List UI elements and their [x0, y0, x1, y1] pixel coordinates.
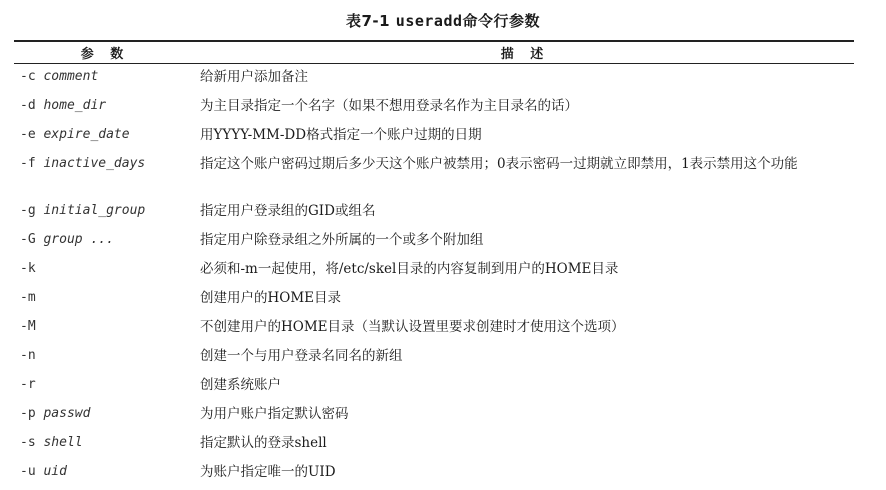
description-cell: 指定用户登录组的GID或组名 [200, 203, 376, 219]
option-argument: shell [43, 435, 83, 450]
header-description: 描 述 [196, 41, 854, 64]
table-row [14, 430, 854, 459]
caption-suffix: 命令行参数 [462, 12, 541, 30]
option-flag: -G [20, 232, 44, 247]
table-row [14, 343, 854, 372]
option-cell [14, 227, 196, 256]
option-argument: inactive_days [43, 156, 146, 171]
description-cell: 不创建用户的HOME目录（当默认设置里要求创建时才使用这个选项） [200, 319, 625, 335]
option-cell [14, 401, 196, 430]
option-flag: -s [20, 435, 44, 450]
description-cell: 为用户账户指定默认密码 [200, 406, 349, 422]
option-cell [14, 151, 196, 198]
option-argument: uid [43, 464, 67, 479]
description-cell: 为主目录指定一个名字（如果不想用登录名作为主目录名的话） [200, 98, 578, 114]
description-cell: 指定默认的登录shell [200, 435, 327, 451]
table-caption [0, 10, 886, 31]
option-cell [14, 285, 196, 314]
table-row [14, 122, 854, 151]
description-cell: 必须和-m一起使用，将/etc/skel目录的内容复制到用户的HOME目录 [200, 261, 619, 277]
table-row [14, 459, 854, 486]
option-argument: expire_date [43, 127, 130, 142]
option-argument: home_dir [43, 98, 107, 113]
option-flag: -r [20, 377, 36, 392]
option-argument: initial_group [43, 203, 146, 218]
option-argument: group ... [43, 232, 114, 247]
header-parameter: 参 数 [14, 41, 196, 64]
table-row [14, 372, 854, 401]
option-cell [14, 372, 196, 401]
option-flag: -k [20, 261, 36, 276]
description-cell: 创建用户的HOME目录 [200, 290, 342, 306]
description-cell: 指定这个账户密码过期后多少天这个账户被禁用；0表示密码一过期就立即禁用，1表示禁用这个功能 [200, 156, 798, 172]
table-row [14, 285, 854, 314]
option-flag: -p [20, 406, 44, 421]
option-cell [14, 314, 196, 343]
option-cell [14, 256, 196, 285]
option-flag: -M [20, 319, 36, 334]
table-row [14, 227, 854, 256]
table-row [14, 256, 854, 285]
description-cell: 用YYYY-MM-DD格式指定一个账户过期的日期 [200, 127, 482, 143]
option-argument: passwd [43, 406, 91, 421]
option-flag: -n [20, 348, 36, 363]
table-row [14, 64, 854, 94]
option-cell [14, 122, 196, 151]
description-cell: 指定用户除登录组之外所属的一个或多个附加组 [200, 232, 484, 248]
description-cell: 创建系统账户 [200, 377, 281, 393]
description-cell: 创建一个与用户登录名同名的新组 [200, 348, 403, 364]
table-row [14, 151, 854, 198]
caption-prefix: 表7-1 [345, 12, 396, 30]
option-cell [14, 459, 196, 486]
useradd-parameter-table [14, 40, 854, 486]
table-row [14, 314, 854, 343]
option-cell [14, 93, 196, 122]
description-cell: 为账户指定唯一的UID [200, 464, 336, 480]
option-cell [14, 430, 196, 459]
description-cell: 给新用户添加备注 [200, 69, 308, 85]
option-cell [14, 64, 196, 94]
option-flag: -g [20, 203, 44, 218]
table-header-row [14, 41, 854, 64]
option-flag: -f [20, 156, 44, 171]
option-cell [14, 198, 196, 227]
option-flag: -u [20, 464, 44, 479]
table-row [14, 401, 854, 430]
option-flag: -c [20, 69, 44, 84]
table-row [14, 93, 854, 122]
caption-command: useradd [395, 12, 463, 30]
option-flag: -d [20, 98, 44, 113]
option-flag: -m [20, 290, 36, 305]
table-row [14, 198, 854, 227]
option-cell [14, 343, 196, 372]
option-flag: -e [20, 127, 44, 142]
option-argument: comment [43, 69, 99, 84]
